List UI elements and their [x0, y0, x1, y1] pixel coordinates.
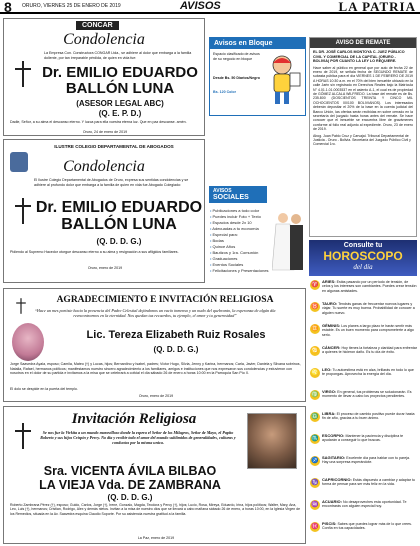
list-item: • Bautizos y 1ra. Comunión	[210, 250, 270, 256]
deceased-name-line1: Sra. VICENTA ÁVILA BILBAO	[43, 464, 217, 478]
notice-body: Roberto Zambrana Pérez (†), esposo; Guido, Carlos, Jorge (†), Irene, Gonzalo, Magda, Teodora y Percy (†), hijos; Lucio, Rosa, Mireya, Eduardo, Irina, hijos políticos; Walter, Mary, Ana, Leo, Luis (†), hermanos; Cristian, Rodrigo, Alex y demás nietos. Invitan a la misa de nuestro dios que se llevará a cabo mañana sábado 26 de enero, a horas 10:00, en la Iglesia Virgen de los Remedios, situada en la Av. Saavedra esquina Claudio Soporte. Por su asistencia nuestra gratitud a la familia.	[10, 503, 301, 516]
notice-place-date: La Paz, enero de 2019	[137, 536, 175, 540]
deceased-name: Lic. Tereza Elizabeth Ruiz Rosales	[86, 329, 266, 341]
notice-place-date: Oruro, enero de 2019	[87, 266, 123, 270]
notice-agradecimiento	[3, 288, 306, 402]
notice-title: Invitación Religiosa	[71, 411, 197, 427]
deceased-honor: (Q. E. P. D.)	[98, 109, 142, 118]
horoscope-sign-row	[311, 411, 417, 421]
sidebar-avisos-sociales	[209, 186, 306, 282]
page-header	[0, 0, 420, 14]
bloque-text: Espacio clasificado de avisos de su negocio en bloque	[213, 52, 260, 61]
sign-text: En general, tus problemas se solucionarán. Es momento de llevar a cabo los proyectos pendientes.	[322, 390, 412, 399]
list-item: • Eventos Sociales	[210, 262, 270, 268]
deceased-name-line2: LA VIEJA Vda. DE ZAMBRANA	[39, 478, 221, 492]
cross-icon	[14, 61, 32, 87]
aries-icon: ♈	[311, 282, 319, 288]
cross-icon	[14, 423, 32, 449]
sign-text: Estás dispuesto a cambiar y adaptar tu forma de pensar para ser más feliz en la vida.	[322, 478, 415, 487]
deceased-name-line1: Dr. EMILIO EDUARDO	[42, 64, 198, 81]
libra-icon: ♎	[311, 414, 319, 420]
notice-aviso-remate	[309, 37, 417, 237]
sign-text: Hoy tienes la fortaleza y claridad para enfrentar a quienes te hicieron daño. Es tu día de éxito.	[322, 346, 417, 355]
deceased-honor: (Q. D. D. G.)	[96, 237, 142, 246]
notice-quote: “Hace un mes partiste hacia la presencia del Padre Celestial dejándonos un vacío inmenso y un nudo del quebranto, la esperanza de algún día reencontrarnos en la eternidad. Nos quedan tus recuerdos, tu ejemplo, el amor y tu generosidad”	[34, 308, 276, 319]
sociales-list	[210, 208, 270, 274]
sign-text: El proceso de cambio positivo puede durar hasta fin de año, gracias a tu buen ánimo.	[322, 412, 415, 421]
sagittarius-icon: ♐	[311, 458, 319, 464]
sign-name: GÉMINIS:	[322, 323, 341, 328]
bloque-price: Bs. 120 Color	[213, 90, 236, 94]
sign-name: LEO:	[322, 367, 332, 372]
sign-name: VIRGO:	[322, 389, 337, 394]
list-item: • Bodas	[210, 238, 270, 244]
sign-name: TAURO:	[322, 301, 338, 306]
sign-name: LIBRA:	[322, 411, 336, 416]
sign-name: CÁNCER:	[322, 345, 341, 350]
horoscope-banner	[309, 240, 417, 276]
list-item: • Felicitaciones y Presentaciones	[210, 268, 270, 274]
horoscope-sign-row	[311, 389, 417, 399]
notice-org: ILUSTRE COLEGIO DEPARTAMENTAL DE ABOGADOS	[54, 144, 174, 149]
aquarius-icon: ♒	[311, 502, 319, 508]
taurus-icon: ♉	[311, 304, 319, 310]
horoscope-sign-row	[311, 301, 417, 315]
horoscope-sign-row	[311, 345, 417, 355]
photo-vicenta	[247, 413, 297, 469]
notice-title: Condolencia	[63, 31, 145, 48]
horoscope-sign-row	[311, 477, 417, 487]
horoscope-title-line3: del día	[353, 263, 373, 271]
virgo-icon: ♍	[311, 392, 319, 398]
pisces-icon: ♓	[311, 524, 319, 530]
horoscope-title-line1: Consulte tu	[343, 242, 383, 249]
list-item: • Graduaciones	[210, 256, 270, 262]
sign-text: No desaproveches esta oportunidad. Te encontrarás con alguien especial hoy.	[322, 500, 407, 509]
section-title: AVISOS	[180, 0, 221, 12]
sign-name: ESCORPIO:	[322, 433, 345, 438]
list-item: • Quince Años	[210, 244, 270, 250]
deceased-name-line1: Dr. EMILIO EDUARDO	[35, 199, 203, 216]
horoscope-sign-row	[311, 521, 417, 531]
sign-text: Tendrás ganas de frecuentar nuevos lugares y viajar. Tu suerte es muy buena. Probabilidad de conocer a alguien nuevo.	[322, 302, 415, 315]
sociales-header	[209, 186, 267, 203]
sidebar-avisos-bloque	[209, 37, 306, 116]
remate-header: AVISO DE REMATE	[310, 38, 416, 48]
capricorn-icon: ♑	[311, 480, 319, 486]
sign-text: Los planes a largo plazo te harán sentir más estable. Es un buen momento para comprometerte a algo serio.	[322, 324, 414, 337]
notice-body: Pidiendo al Supremo Hacedor otorgue descanso eterno a su alma y resignación a sus afligidos familiares.	[10, 250, 179, 254]
remate-footer: Abog. Juan Pablo Cruz y Carvajal. Tribunal Departamental de Justicia - Oruro - Bolivia. Secretaría del Juzgado Público Civil y Comercial 1ro.	[313, 133, 411, 147]
sign-text: Tu autoestima está en alza, brillarás en todo lo que te propongas. Aprovecha la energía del día.	[322, 368, 414, 377]
notice-title: Condolencia	[63, 158, 145, 175]
sign-name: ARIES:	[322, 279, 336, 284]
horoscope-sign-row	[311, 367, 417, 377]
horoscope-sign-row	[311, 455, 417, 465]
notice-body: Jorge Saavedra Ayala, esposo; Camila, Mateo (†) y Lucas, hijos; Bernardino y Isabel, padres; Víctor Hugo, Silvia, Jenny y Karina, hermanos; Carla, Javier, Daniela y Silvana sobrinos, Natalia, Rafael, hermanos políticos; manifestamos nuestro sincero agradecimiento a los familiares, amigos e instituciones que nos expresaron sus condolencias y estuvieron con nosotros en el dolor de su partida e invitamos a la misa que se celebrará a cofcial el día sábado 26 de enero a horas 10:00 en la Parroquia San Pío X.	[10, 362, 301, 376]
sociales-header-line1: AVISOS	[213, 188, 232, 194]
sign-text: Sabes que puedes lograr más de lo que crees. Confía en tus capacidades.	[322, 522, 412, 531]
horoscope-sign-row	[311, 499, 417, 509]
notice-quote: Se nos fue la Virkita a un mundo maravilloso donde la espera el Señor de los Milagros, Señor de Mayo, el Papito Roberto y sus hijos Crispín y Percy. No dia y recibir todo el amor del mundo sublimidos de generalidades, culturas y conductas por la misma unica.	[40, 430, 236, 445]
notice-intro: El Ilustre Colegio Departamental de Abogados de Oruro, expresa sus sentidas condolencias y se adhiere al profundo dolor que embarga a la familia de quien en vida fue Abogado Colegiado:	[34, 178, 189, 187]
page-number: 8	[4, 0, 12, 15]
gemini-icon: ♊	[311, 326, 319, 332]
notice-body: Dadle, Señor, a su alma el descanso eterno. Y luzca para ella vuestra eterna luz. Que en paz descanse. amén.	[10, 120, 187, 124]
sign-text: Mantener la paciencia y disciplina te ayudarán a conseguir lo que buscas.	[322, 434, 404, 443]
list-item: • Especial para:	[210, 232, 270, 238]
notice-place-date: Oruro, 24 de enero de 2019	[82, 130, 128, 134]
horoscope-sign-row	[311, 323, 417, 337]
deceased-name-line2: BALLÓN LUNA	[61, 216, 177, 233]
notice-condolencia-abogados	[3, 139, 205, 283]
congar-logo: CONCAR	[76, 21, 119, 30]
deceased-honor: (Q. D. D. G.)	[153, 345, 199, 354]
deceased-name-line2: BALLÓN LUNA	[65, 80, 175, 97]
sign-name: ACUARIO:	[322, 499, 342, 504]
deceased-honor: (Q. D. D. G.)	[107, 493, 153, 502]
horoscope-sign-row	[311, 279, 417, 293]
sociales-header-line2: SOCIALES	[213, 194, 249, 201]
sign-text: Excelente día para hablar con tu pareja. Hay una sorpresa esperándote.	[322, 456, 410, 465]
notice-title: AGRADECIMIENTO E INVITACIÓN RELIGIOSA	[56, 295, 274, 305]
wedding-couple-icon	[272, 210, 306, 274]
leo-icon: ♌	[311, 370, 319, 376]
cartoon-kid-icon	[262, 53, 302, 109]
sign-name: PISCIS:	[322, 521, 337, 526]
cancer-icon: ♋	[311, 348, 319, 354]
list-item: • Adecuadas a tu economía	[210, 226, 270, 232]
notice-intro: La Empresa Con. Constructora CONGAR Ltda., se adhiere al dolor que embarga a la familia doliente, por tan irreparable pérdida, de quien en vida fue:	[44, 51, 192, 60]
remate-body: Hace saber al público en general que por auto de fecha 22 de enero de 2019, se señala fecha de SEGUNDO REMATE de subasta pública para el día VIERNES 1 DE FEBRERO DE 2019 A HORAS 10:30 a.m. en el 70% del bien inmueble ubicado en la calle Jaén s/n registrado en Derechos Reales bajo la Matrícula N° 4.01.1.01.0003537 en el asiento A-1, el cual es de propiedad de GÓMEZ ALCALA WILFREDO. La base del remate es de Bs. 235.800 (DOSCIENTOS TREINTA Y CINCO MIL OCHOCIENTOS 00/100 BOLIVIANOS). Los interesados deberán depositar el 20% de la base en la cuenta judicial del Banco Unión, las ofertas serán recibidas en sobre cerrado en la secretaría del juzgado hasta horas antes del remate. Se hace conocer que el inmueble se encuentra libre de gravámenes conforme al folio real adjunto al expediente. Oruro, 23 de enero de 2019.	[313, 65, 413, 132]
horoscope-sign-row	[311, 433, 417, 443]
sign-text: Estás pasando por un período de tensión, de celos y los intereses son cambiantes. Puedes crear tensión en algunas amistades.	[322, 280, 417, 293]
photo-tereza	[12, 323, 44, 361]
sign-name: SAGITARIO:	[322, 455, 346, 460]
bloque-header: Avisos en Bloque	[210, 38, 305, 49]
notice-invitacion-religiosa	[3, 406, 306, 544]
bloque-detail: Desde Bs. 50 Diarios/Negro	[213, 76, 260, 80]
newspaper-brand: LA PATRIA	[338, 0, 416, 14]
notice-condolencia-congar	[3, 18, 205, 136]
list-item: • Publicaciones a todo color	[210, 208, 270, 214]
cross-icon	[14, 198, 32, 224]
notice-place-date: Oruro, enero de 2019	[138, 394, 174, 398]
list-item: • Espacios desde 2x 10	[210, 220, 270, 226]
horoscope-title-line2: HOROSCOPO	[323, 249, 403, 263]
page-date: ORURO, VIERNES 25 DE ENERO DE 2019	[22, 3, 121, 9]
sign-name: CAPRICORNIO:	[322, 477, 352, 482]
scorpio-icon: ♏	[311, 436, 319, 442]
remate-heading: EL DR. JOSÉ CARLOS MONTOYA C. JUEZ PÚBLICO CIVIL Y COMERCIAL DE LA CAPITAL (ORURO - BOLIVIA) POR CUANTO LA LEY LO REQUIERE.	[313, 50, 405, 63]
deceased-position: (ASESOR LEGAL ABC)	[76, 99, 164, 108]
list-item: • Puedes incluir Foto + Texto	[210, 214, 270, 220]
notice-footer: El dolo se despide en la puerta del templo.	[10, 387, 78, 391]
